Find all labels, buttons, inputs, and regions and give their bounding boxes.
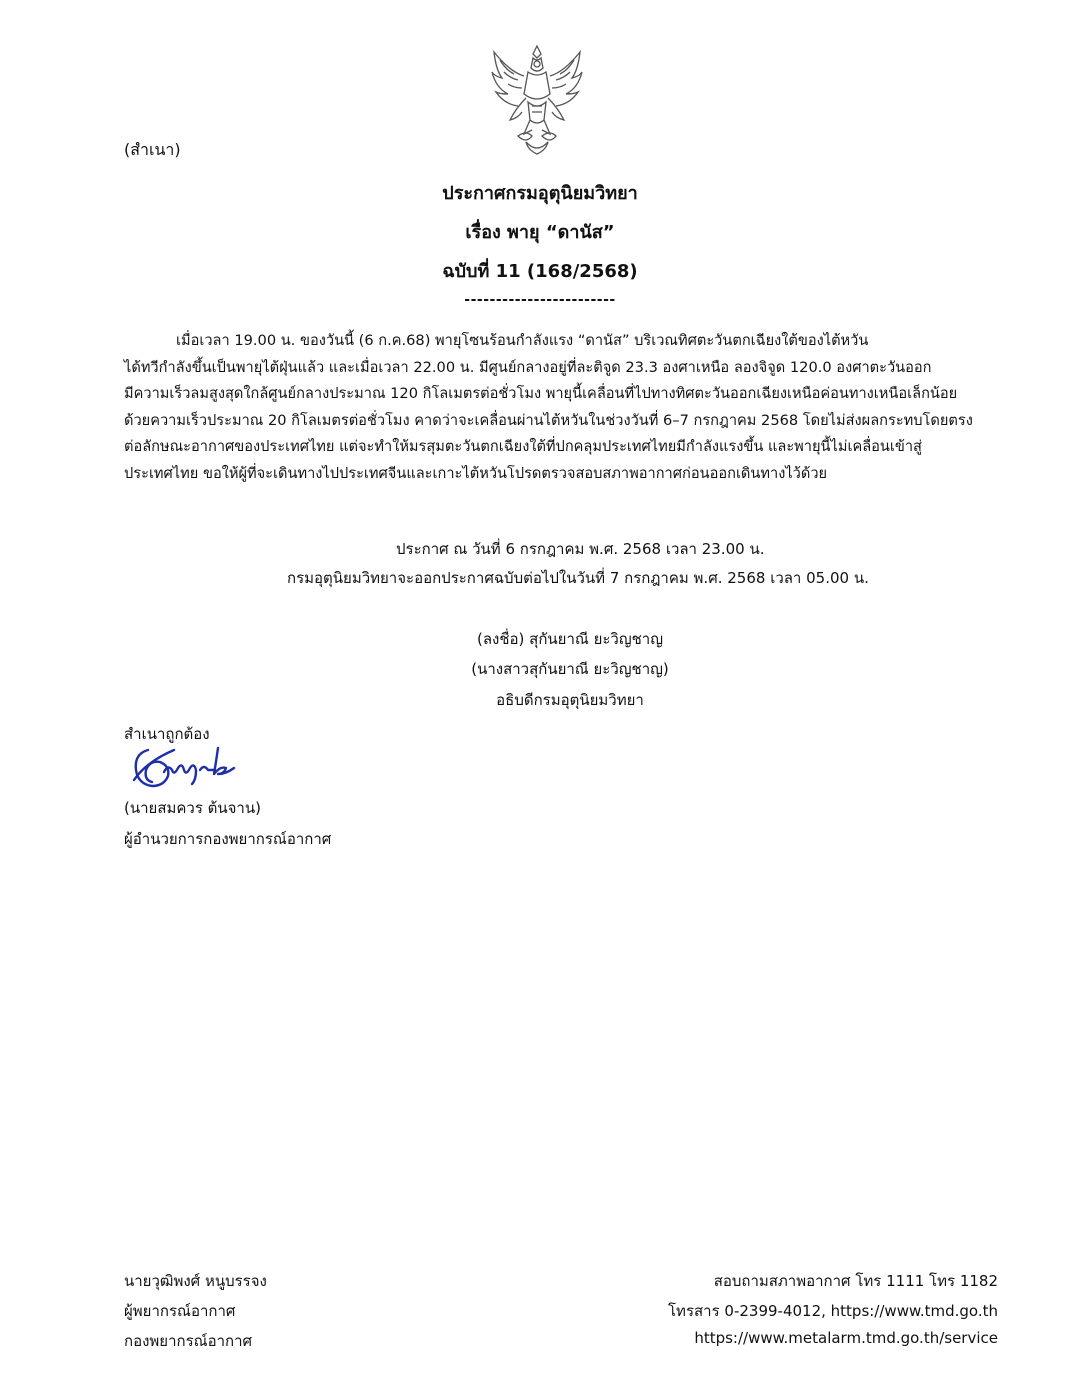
forecaster-role: ผู้พยากรณ์อากาศ xyxy=(124,1302,236,1320)
body-line: ได้ทวีกำลังขึ้นเป็นพายุไต้ฝุ่นแล้ว และเมื่อเวลา 22.00 น. มีศูนย์กลางอยู่ที่ละติจูด 23.3 องศาเหนือ ลองจิจูด 120.0 องศาตะวันออก xyxy=(124,358,932,376)
issued-date: ประกาศ ณ วันที่ 6 กรกฎาคม พ.ศ. 2568 เวลา 23.00 น. xyxy=(396,540,765,558)
garuda-emblem xyxy=(488,42,586,156)
announcement-title: ประกาศกรมอุตุนิยมวิทยา xyxy=(442,183,638,204)
forecaster-division: กองพยากรณ์อากาศ xyxy=(124,1332,253,1350)
announcement-body xyxy=(124,328,998,488)
next-issue-notice: กรมอุตุนิยมวิทยาจะออกประกาศฉบับต่อไปในวันที่ 7 กรกฎาคม พ.ศ. 2568 เวลา 05.00 น. xyxy=(287,569,869,587)
copy-mark: (สำเนา) xyxy=(124,140,181,159)
signatory-position: อธิบดีกรมอุตุนิยมวิทยา xyxy=(496,691,644,709)
certified-copy-label: สำเนาถูกต้อง xyxy=(124,725,210,743)
forecaster-name: นายวุฒิพงศ์ หนูบรรจง xyxy=(124,1272,267,1290)
title-separator: ------------------------ xyxy=(464,292,616,308)
contact-service-url: https://www.metalarm.tmd.go.th/service xyxy=(694,1329,998,1347)
body-line: ต่อลักษณะอากาศของประเทศไทย แต่จะทำให้มรสุมตะวันตกเฉียงใต้ที่ปกคลุมประเทศไทยมีกำลังแรงขึ้น และพายุนี้ไม่เคลื่อนเข้าสู่ xyxy=(124,438,922,456)
signatory-name: (นางสาวสุกันยาณี ยะวิญชาญ) xyxy=(471,660,669,678)
body-line: มีความเร็วลมสูงสุดใกล้ศูนย์กลางประมาณ 120 กิโลเมตรต่อชั่วโมง พายุนี้เคลื่อนที่ไปทางทิศตะวันออกเฉียงเหนือค่อนทางเหนือเล็กน้อย xyxy=(124,385,958,403)
body-line: เมื่อเวลา 19.00 น. ของวันนี้ (6 ก.ค.68) พายุโซนร้อนกำลังแรง “ดานัส” บริเวณทิศตะวันตกเฉียงใต้ของไต้หวัน xyxy=(176,332,869,349)
contact-phone: สอบถามสภาพอากาศ โทร 1111 โทร 1182 xyxy=(713,1272,998,1290)
contact-fax-website: โทรสาร 0-2399-4012, https://www.tmd.go.th xyxy=(668,1302,998,1320)
certifier-position: ผู้อำนวยการกองพยากรณ์อากาศ xyxy=(124,830,332,848)
certifier-name: (นายสมควร ต้นจาน) xyxy=(124,799,261,817)
body-line: ด้วยความเร็วประมาณ 20 กิโลเมตรต่อชั่วโมง คาดว่าจะเคลื่อนผ่านไต้หวันในช่วงวันที่ 6–7 กรกฎาคม 2568 โดยไม่ส่งผลกระทบโดยตรง xyxy=(124,411,973,429)
handwritten-signature xyxy=(130,742,242,792)
announcement-issue-number: ฉบับที่ 11 (168/2568) xyxy=(442,261,638,282)
announcement-subject: เรื่อง พายุ “ดานัส” xyxy=(465,222,615,243)
body-line: ประเทศไทย ขอให้ผู้ที่จะเดินทางไปประเทศจีนและเกาะไต้หวันโปรดตรวจสอบสภาพอากาศก่อนออกเดินทางไว้ด้วย xyxy=(124,464,828,482)
signatory-signed: (ลงชื่อ) สุกันยาณี ยะวิญชาญ xyxy=(477,630,663,648)
